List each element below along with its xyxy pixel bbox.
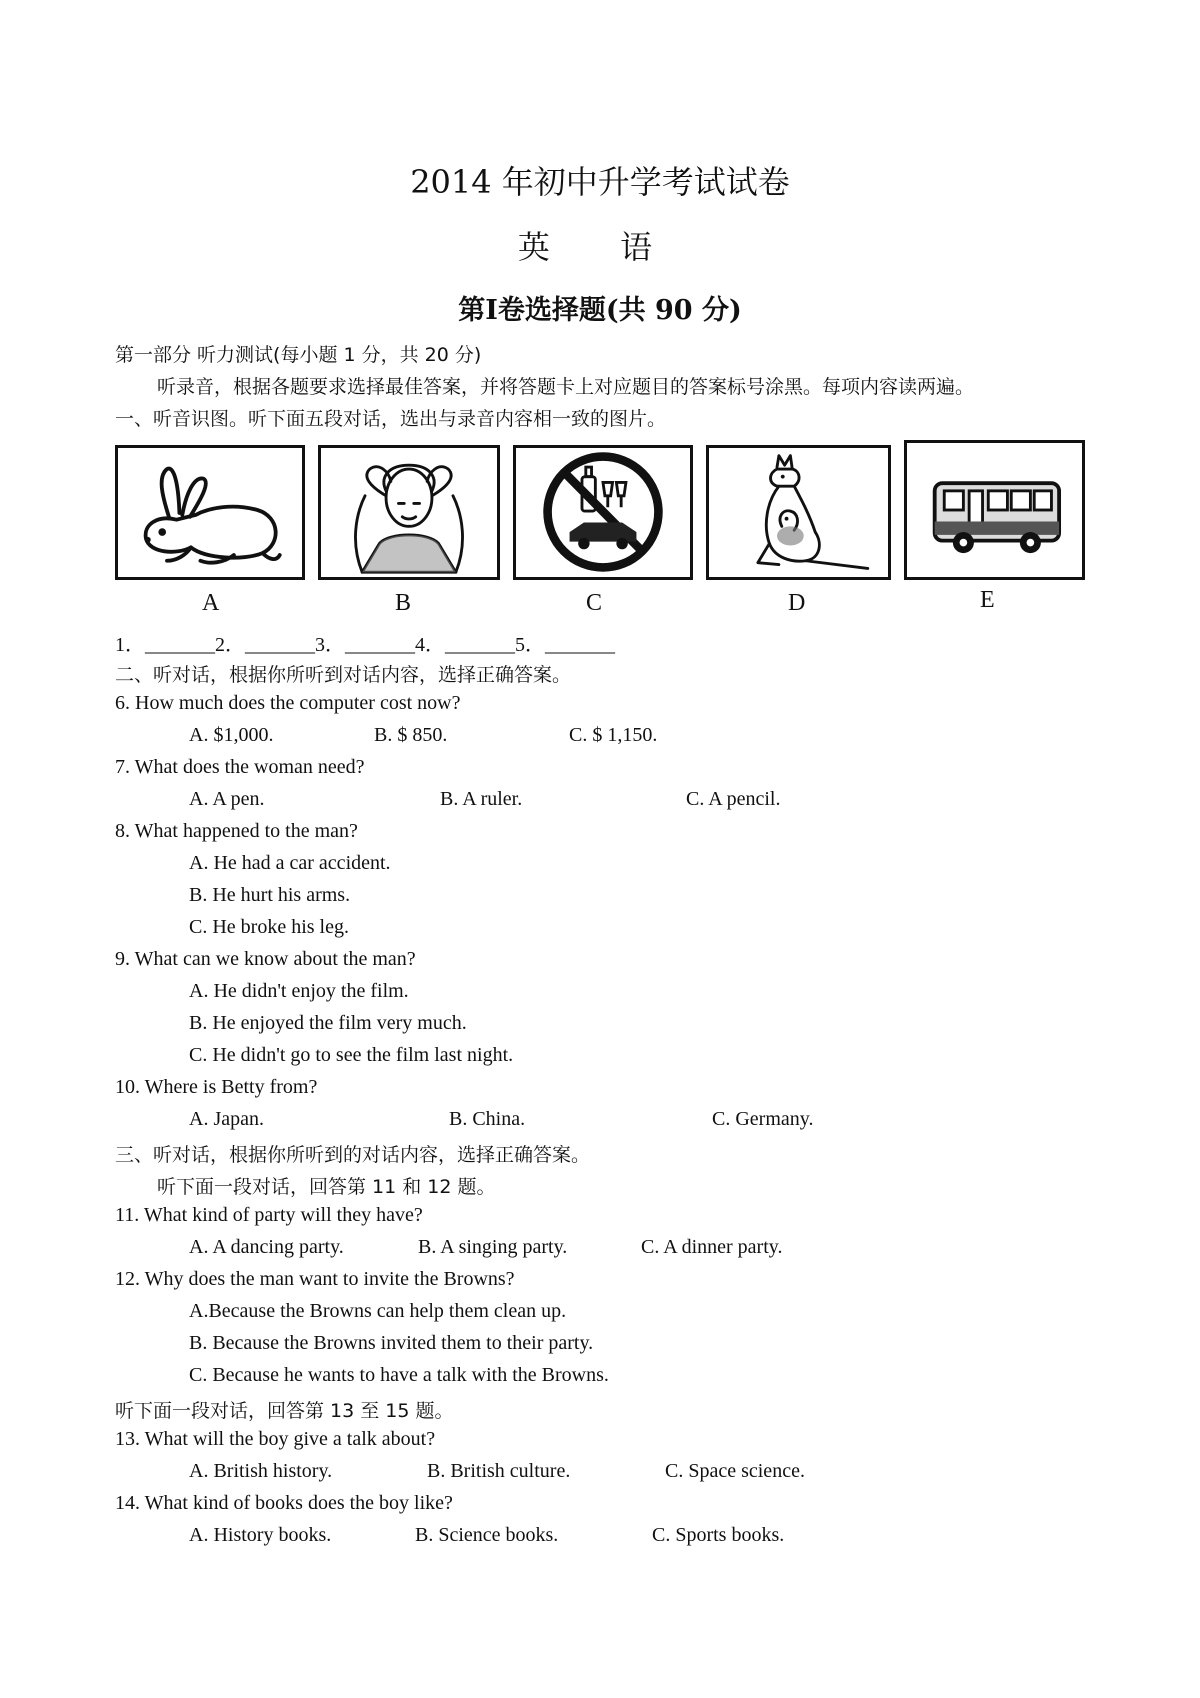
q14-option-c: C. Sports books. [652,1524,785,1546]
kangaroo-icon [709,448,888,577]
question-11: 11. What kind of party will they have? [115,1204,423,1226]
subject-title: 英 语 [517,228,683,266]
picture-e [904,440,1085,580]
rabbit-icon [118,448,302,577]
question-8: 8. What happened to the man? [115,820,358,842]
q12-option-a: A.Because the Browns can help them clean up. [189,1300,567,1322]
question-7: 7. What does the woman need? [115,756,365,778]
picture-c [513,445,693,580]
picture-label-b: B [395,590,412,616]
picture-d [706,445,891,580]
picture-label-e: E [980,587,995,613]
q7-option-c: C. A pencil. [686,788,781,810]
section2-heading: 二、听对话，根据你所听到对话内容，选择正确答案。 [115,664,572,686]
section1-heading: 一、听音识图。听下面五段对话，选出与录音内容相一致的图片。 [115,408,667,430]
section3-subheading-2: 听下面一段对话，回答第 13 至 15 题。 [115,1400,454,1422]
q8-option-c: C. He broke his leg. [189,916,349,938]
q12-option-c: C. Because he wants to have a talk with the Browns. [189,1364,609,1386]
q6-option-b: B. $ 850. [374,724,448,746]
q11-option-a: A. A dancing party. [189,1236,344,1258]
q9-option-a: A. He didn't enjoy the film. [189,980,409,1002]
no-drink-driving-icon [516,448,690,577]
volume-heading: 第Ⅰ卷选择题(共 90 分) [458,295,742,326]
question-14: 14. What kind of books does the boy like? [115,1492,453,1514]
q10-option-a: A. Japan. [189,1108,264,1130]
q13-option-a: A. British history. [189,1460,333,1482]
q14-option-a: A. History books. [189,1524,332,1546]
exam-title: 2014 年初中升学考试试卷 [410,163,790,201]
q7-option-b: B. A ruler. [440,788,523,810]
part1-heading: 第一部分 听力测试(每小题 1 分，共 20 分) [115,344,482,366]
answer-blanks: 1．_______2．_______3．_______4．_______5．_______ [115,634,615,656]
q10-option-c: C. Germany. [712,1108,814,1130]
q10-option-b: B. China. [449,1108,526,1130]
picture-a [115,445,305,580]
question-10: 10. Where is Betty from? [115,1076,318,1098]
picture-label-c: C [586,590,603,616]
q14-option-b: B. Science books. [415,1524,559,1546]
q9-option-b: B. He enjoyed the film very much. [189,1012,467,1034]
q6-option-a: A. $1,000. [189,724,274,746]
q11-option-c: C. A dinner party. [641,1236,783,1258]
q13-option-b: B. British culture. [427,1460,571,1482]
q9-option-c: C. He didn't go to see the film last night. [189,1044,514,1066]
q7-option-a: A. A pen. [189,788,265,810]
q12-option-b: B. Because the Browns invited them to their party. [189,1332,594,1354]
bus-icon [907,443,1082,577]
question-12: 12. Why does the man want to invite the Browns? [115,1268,515,1290]
picture-label-a: A [202,590,220,616]
picture-label-d: D [788,590,806,616]
section3-heading: 三、听对话，根据你所听到的对话内容，选择正确答案。 [115,1144,591,1166]
q13-option-c: C. Space science. [665,1460,805,1482]
question-13: 13. What will the boy give a talk about? [115,1428,436,1450]
picture-b [318,445,500,580]
question-6: 6. How much does the computer cost now? [115,692,461,714]
q8-option-b: B. He hurt his arms. [189,884,351,906]
q6-option-c: C. $ 1,150. [569,724,658,746]
q8-option-a: A. He had a car accident. [189,852,391,874]
question-9: 9. What can we know about the man? [115,948,416,970]
headache-man-icon [321,448,497,577]
section3-subheading-1: 听下面一段对话，回答第 11 和 12 题。 [157,1176,496,1198]
q11-option-b: B. A singing party. [418,1236,568,1258]
part1-instruction: 听录音，根据各题要求选择最佳答案，并将答题卡上对应题目的答案标号涂黑。每项内容读两遍。 [157,376,975,398]
